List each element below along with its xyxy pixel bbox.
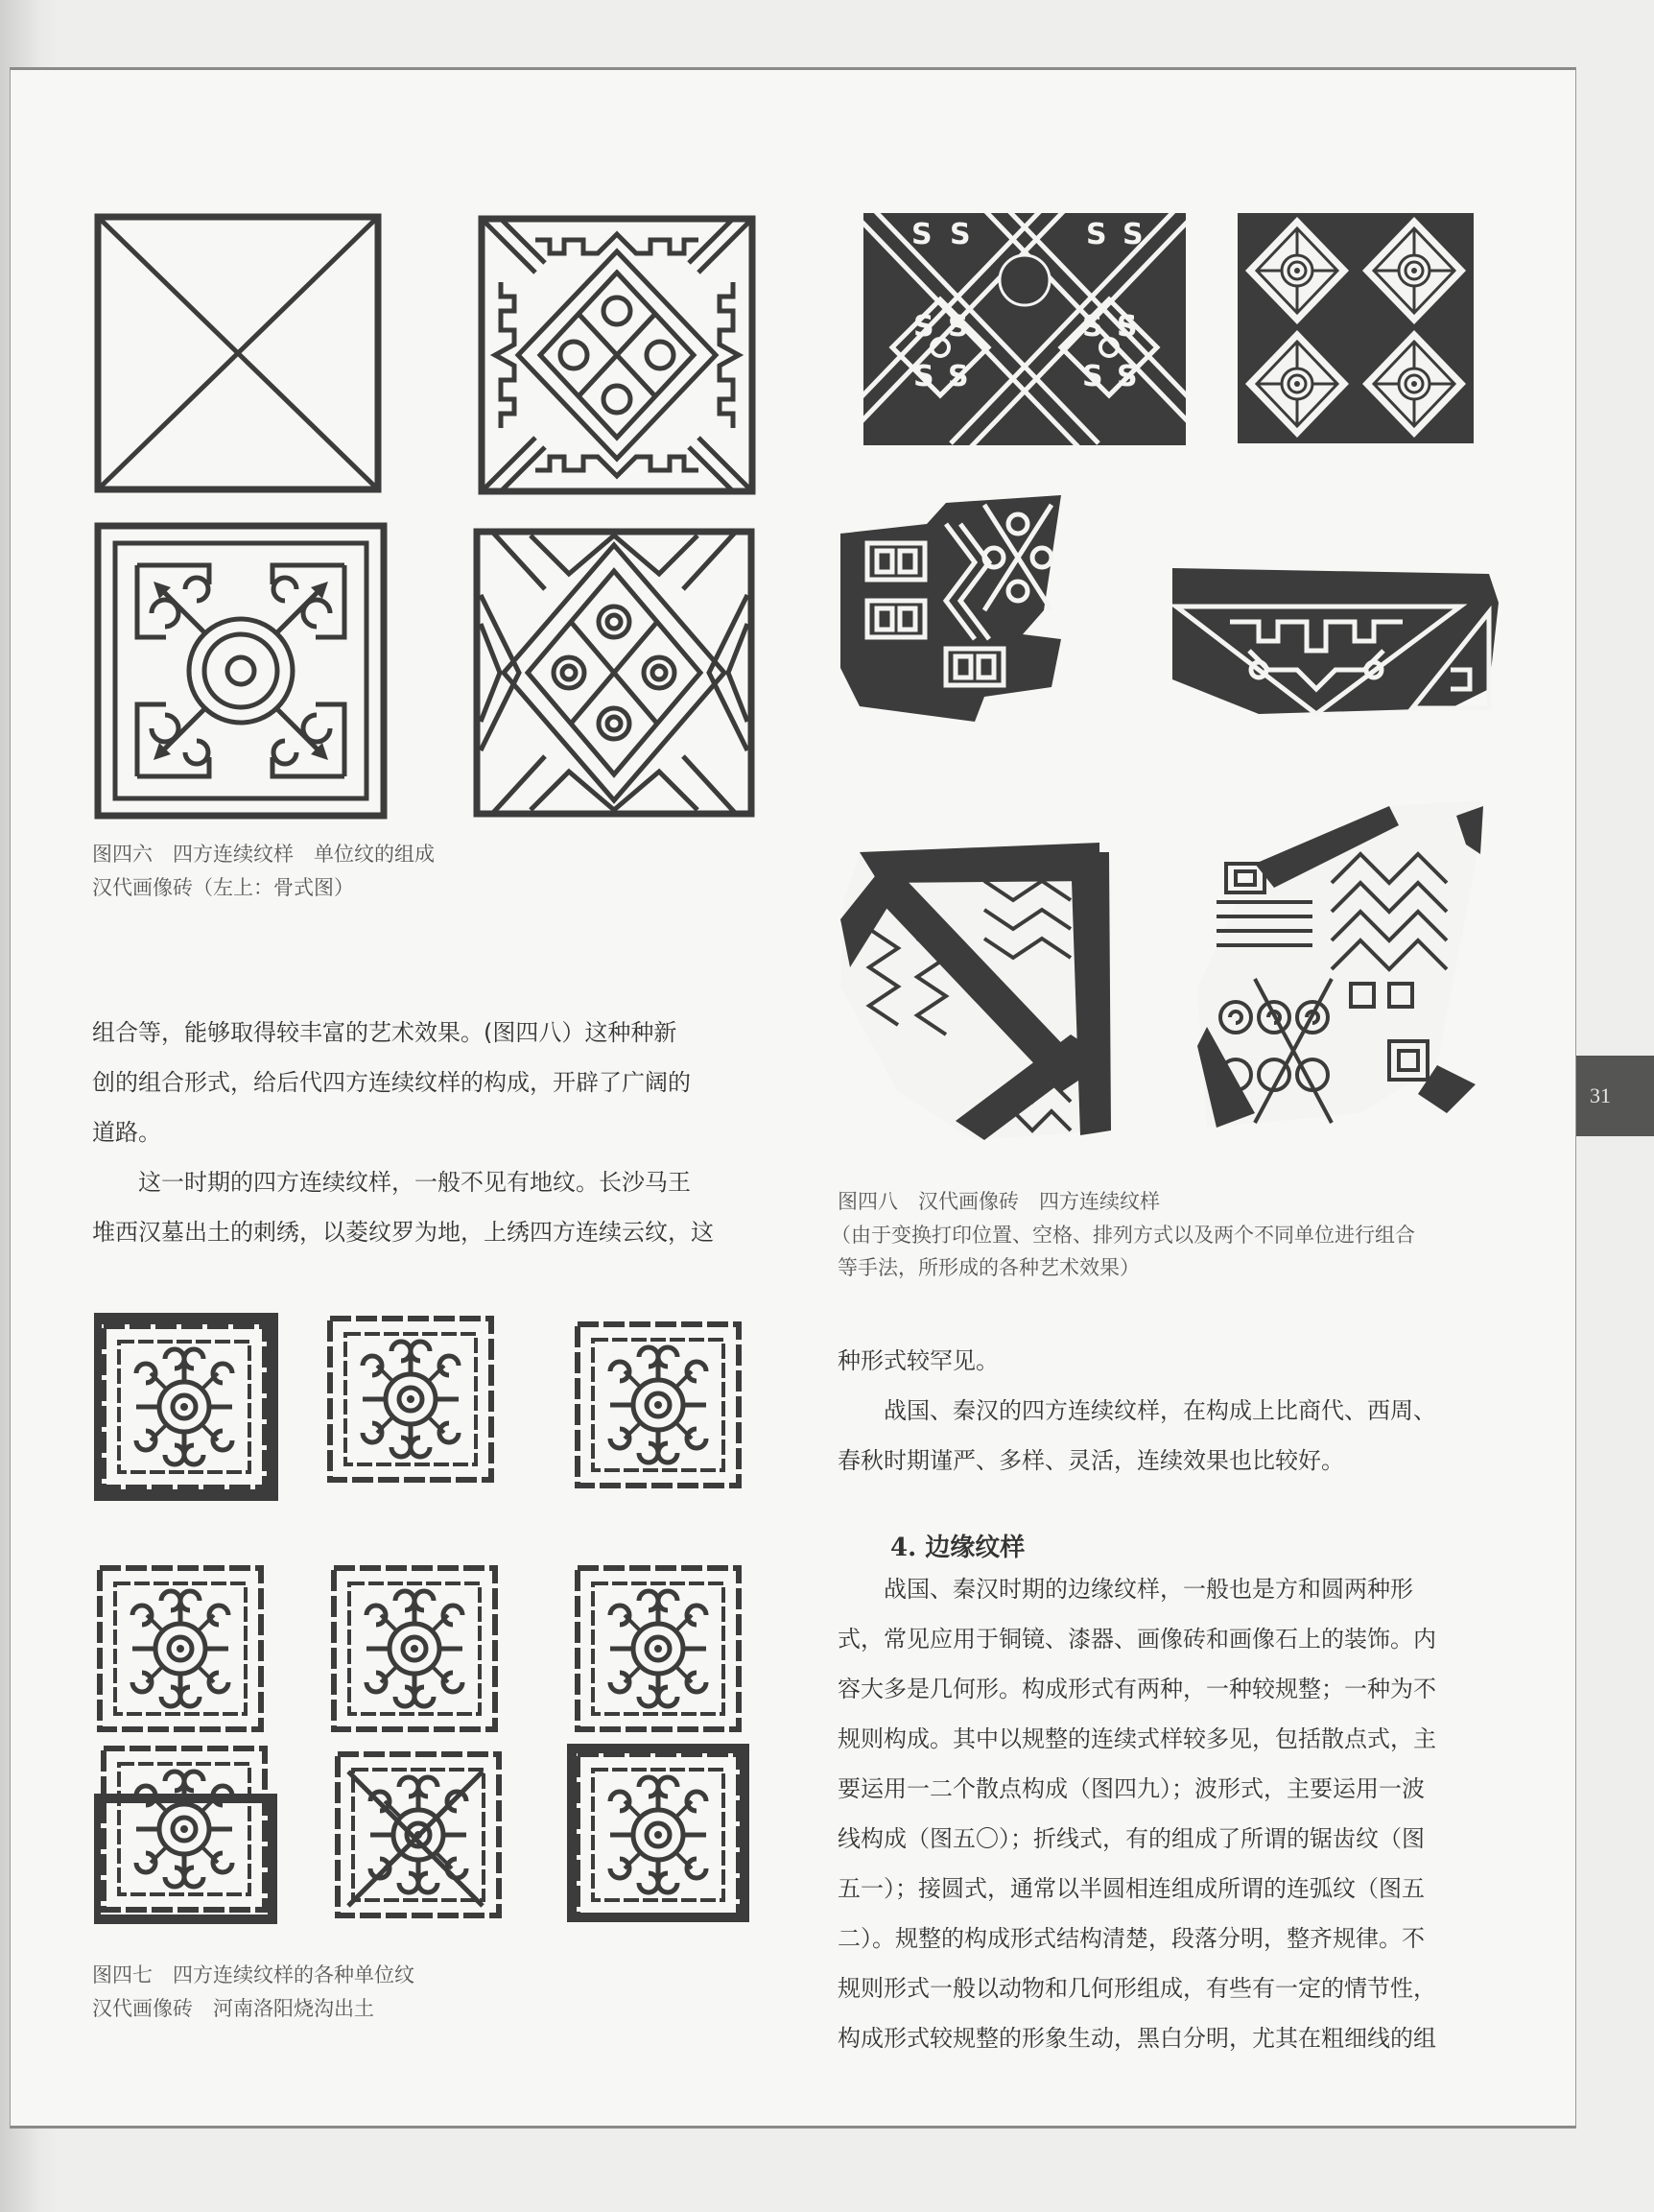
fig48-fragment-mixed-scroll bbox=[1197, 797, 1485, 1144]
text-line: 道路。 bbox=[92, 1119, 161, 1146]
fig46-panel-stepped-diamond bbox=[478, 215, 756, 495]
fig46-panel-skeleton bbox=[94, 213, 382, 493]
svg-text:S: S bbox=[948, 360, 969, 393]
fig48-caption-note-line2: 等手法，所形成的各种艺术效果） bbox=[838, 1256, 1140, 1279]
text-line: 规则构成。其中以规整的连续式样较多见，包括散点式，主 bbox=[838, 1725, 1436, 1752]
svg-text:S: S bbox=[1082, 360, 1103, 393]
right-section-text bbox=[838, 1564, 1436, 2063]
fig48-fragment-meander-circles bbox=[840, 495, 1092, 722]
text-line: 战国、秦汉的四方连续纹样，在构成上比商代、西周、 bbox=[884, 1397, 1436, 1424]
svg-text:S: S bbox=[948, 310, 969, 344]
fig48-panel-s-scroll-lattice bbox=[863, 213, 1186, 445]
section-heading: 4. 边缘纹样 bbox=[890, 1534, 1026, 1562]
fig47-caption-source: 汉代画像砖 河南洛阳烧沟出土 bbox=[92, 1997, 374, 2020]
text-line: 二）。规整的构成形式结构清楚，段落分明，整齐规律。不 bbox=[838, 1925, 1425, 1952]
text-line: 要运用一二个散点构成（图四九）；波形式，主要运用一波 bbox=[838, 1775, 1425, 1802]
right-intro-text bbox=[838, 1336, 1436, 1486]
text-line: 堆西汉墓出土的刺绣，以菱纹罗为地，上绣四方连续云纹，这 bbox=[92, 1219, 714, 1246]
text-line: 容大多是几何形。构成形式有两种，一种较规整；一种为不 bbox=[838, 1676, 1436, 1702]
text-line: 五一）；接圆式，通常以半圆相连组成所谓的连弧纹（图五 bbox=[838, 1875, 1425, 1902]
svg-text:S: S bbox=[1086, 218, 1107, 251]
text-line: 春秋时期谨严、多样、灵活，连续效果也比较好。 bbox=[838, 1447, 1344, 1474]
fig48-panel-spiral-diamonds bbox=[1238, 213, 1474, 443]
left-body-text bbox=[92, 1008, 714, 1257]
fig46-caption-source: 汉代画像砖（左上：骨式图） bbox=[92, 876, 354, 899]
text-line: 规则形式一般以动物和几何形组成，有些有一定的情节性， bbox=[838, 1975, 1436, 2002]
fig46-panel-spiral-cloud bbox=[94, 522, 388, 820]
svg-text:S: S bbox=[913, 310, 934, 344]
svg-text:S: S bbox=[911, 218, 933, 251]
fig48-caption-note-line1: （由于变换打印位置、空格、排列方式以及两个不同单位进行组合 bbox=[831, 1224, 1415, 1247]
text-line: 这一时期的四方连续纹样，一般不见有地纹。长沙马王 bbox=[138, 1169, 691, 1196]
svg-text:S: S bbox=[1122, 218, 1144, 251]
fig48-fragment-x-zigzag bbox=[840, 814, 1121, 1152]
svg-text:S: S bbox=[1117, 360, 1138, 393]
page-number-tab bbox=[1576, 1056, 1654, 1136]
text-line: 种形式较罕见。 bbox=[838, 1347, 999, 1374]
page-number: 31 bbox=[1590, 1083, 1611, 1107]
text-line: 组合等，能够取得较丰富的艺术效果。(图四八）这种种新 bbox=[92, 1019, 677, 1046]
svg-text:S: S bbox=[1082, 310, 1103, 344]
fig46-caption-title: 图四六 四方连续纹样 单位纹的组成 bbox=[92, 843, 435, 866]
fig47-caption-title: 图四七 四方连续纹样的各种单位纹 bbox=[92, 1963, 414, 1986]
text-line: 创的组合形式，给后代四方连续纹样的构成，开辟了广阔的 bbox=[92, 1069, 691, 1096]
fig48-caption-title: 图四八 汉代画像砖 四方连续纹样 bbox=[838, 1190, 1160, 1213]
text-line: 线构成（图五〇）；折线式，有的组成了所谓的锯齿纹（图 bbox=[838, 1825, 1425, 1852]
fig47-tile-grid bbox=[94, 1311, 756, 1925]
svg-text:S: S bbox=[913, 360, 934, 393]
fig48-fragment-triangle-meander bbox=[1172, 564, 1499, 716]
text-line: 构成形式较规整的形象生动，黑白分明，尤其在粗细线的组 bbox=[838, 2025, 1436, 2052]
text-line: 式，常见应用于铜镜、漆器、画像砖和画像石上的装饰。内 bbox=[838, 1626, 1436, 1653]
svg-text:S: S bbox=[1117, 310, 1138, 344]
fig47-tile bbox=[96, 1319, 272, 1495]
text-line: 战国、秦汉时期的边缘纹样，一般也是方和圆两种形 bbox=[884, 1576, 1413, 1603]
fig46-panel-chevron-rings bbox=[473, 528, 755, 818]
svg-text:S: S bbox=[950, 218, 971, 251]
